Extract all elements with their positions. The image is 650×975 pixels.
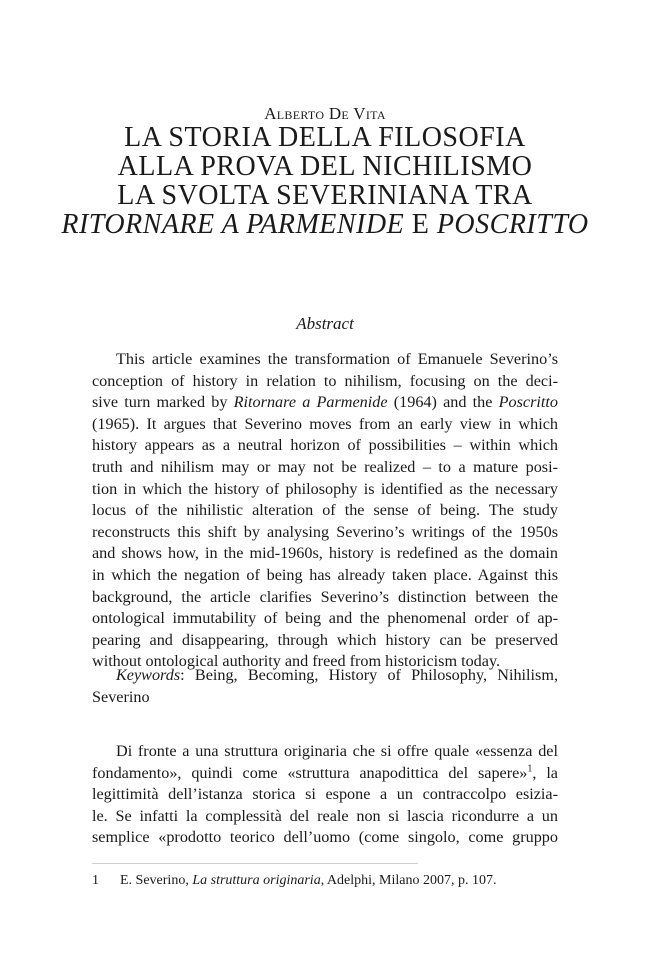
footnote-ref[interactable]: 1 bbox=[527, 763, 533, 775]
body-line: Di fronte a una struttura originaria che si offre quale «essenza del bbox=[116, 742, 558, 760]
abstract-italic-title: Poscritto bbox=[498, 393, 558, 412]
abstract-text: (1964) and the bbox=[387, 393, 499, 412]
body-text-segment: , la bbox=[532, 763, 558, 782]
abstract-body bbox=[92, 349, 558, 673]
footnote-divider bbox=[92, 863, 418, 864]
footnote bbox=[92, 872, 558, 890]
abstract-line: and shows how, in the mid-1960s, history is redefined as the domain bbox=[92, 544, 558, 563]
body-line: legittimità dell’istanza storica si espone a un contraccolpo esizia- bbox=[92, 785, 558, 804]
abstract-line: pearing and disappearing, through which history can be preserved bbox=[92, 630, 558, 649]
title-line-4 bbox=[0, 210, 650, 239]
abstract-line: locus of the nihilistic alteration of the sense of being. The study bbox=[92, 501, 558, 520]
footnote-number: 1 bbox=[92, 873, 99, 888]
abstract-line: background, the article clarifies Severino’s distinction between the bbox=[92, 587, 558, 606]
title-conjunction: E bbox=[404, 209, 437, 240]
footnote-text: E. Severino, bbox=[120, 873, 193, 888]
abstract-line: tion in which the history of philosophy is identified as the necessary bbox=[92, 479, 558, 498]
title-line-2: ALLA PROVA DEL NICHILISMO bbox=[117, 151, 533, 182]
footnote-text: , Adelphi, Milano 2007, p. 107. bbox=[320, 873, 497, 888]
abstract-italic-title: Ritornare a Parmenide bbox=[233, 393, 388, 412]
body-text bbox=[92, 741, 558, 849]
abstract-text: sive turn marked by bbox=[92, 393, 234, 412]
abstract-line: reconstructs this shift by analysing Severino’s writings of the 1950s bbox=[92, 522, 558, 541]
body-line bbox=[92, 763, 558, 785]
keywords-list: : Being, Becoming, History of Philosophy, Nihilism, bbox=[180, 666, 558, 684]
article-title bbox=[0, 123, 650, 239]
abstract-line bbox=[92, 392, 558, 414]
footnote-book-title: La struttura originaria bbox=[192, 873, 321, 888]
keywords bbox=[92, 665, 558, 708]
abstract-line: without ontological authority and freed from historicism today. bbox=[92, 652, 501, 671]
title-italic-poscritto: POSCRITTO bbox=[436, 209, 589, 240]
abstract-line: conception of history in relation to nihilism, focusing on the deci- bbox=[92, 371, 558, 390]
keywords-label: Keywords bbox=[116, 666, 181, 684]
abstract-line: ontological immutability of being and the phenomenal order of ap- bbox=[92, 609, 558, 628]
author-name: Alberto De Vita bbox=[264, 104, 386, 123]
keywords-line bbox=[92, 665, 558, 687]
abstract-line: in which the negation of being has already taken place. Against this bbox=[92, 565, 558, 584]
body-text-segment: fondamento», quindi come «struttura anapodittica del sapere» bbox=[92, 763, 528, 782]
abstract-line: This article examines the transformation of Emanuele Severino’s bbox=[116, 350, 558, 368]
abstract-line: history appears as a neutral horizon of possibilities – within which bbox=[92, 436, 558, 455]
title-line-1: LA STORIA DELLA FILOSOFIA bbox=[124, 122, 526, 153]
title-line-3: LA SVOLTA SEVERINIANA TRA bbox=[117, 180, 533, 211]
abstract-line: truth and nihilism may or may not be realized – to a mature posi- bbox=[92, 457, 558, 476]
title-italic-ritornare: RITORNARE A PARMENIDE bbox=[61, 209, 405, 240]
body-line: semplice «prodotto teorico dell’uomo (come singolo, come gruppo bbox=[92, 828, 558, 847]
abstract-heading: Abstract bbox=[296, 314, 354, 333]
abstract-line: (1965). It argues that Severino moves from an early view in which bbox=[92, 414, 558, 433]
body-line: le. Se infatti la complessità del reale non si lascia ricondurre a un bbox=[92, 806, 558, 825]
keywords-line: Severino bbox=[92, 687, 150, 706]
